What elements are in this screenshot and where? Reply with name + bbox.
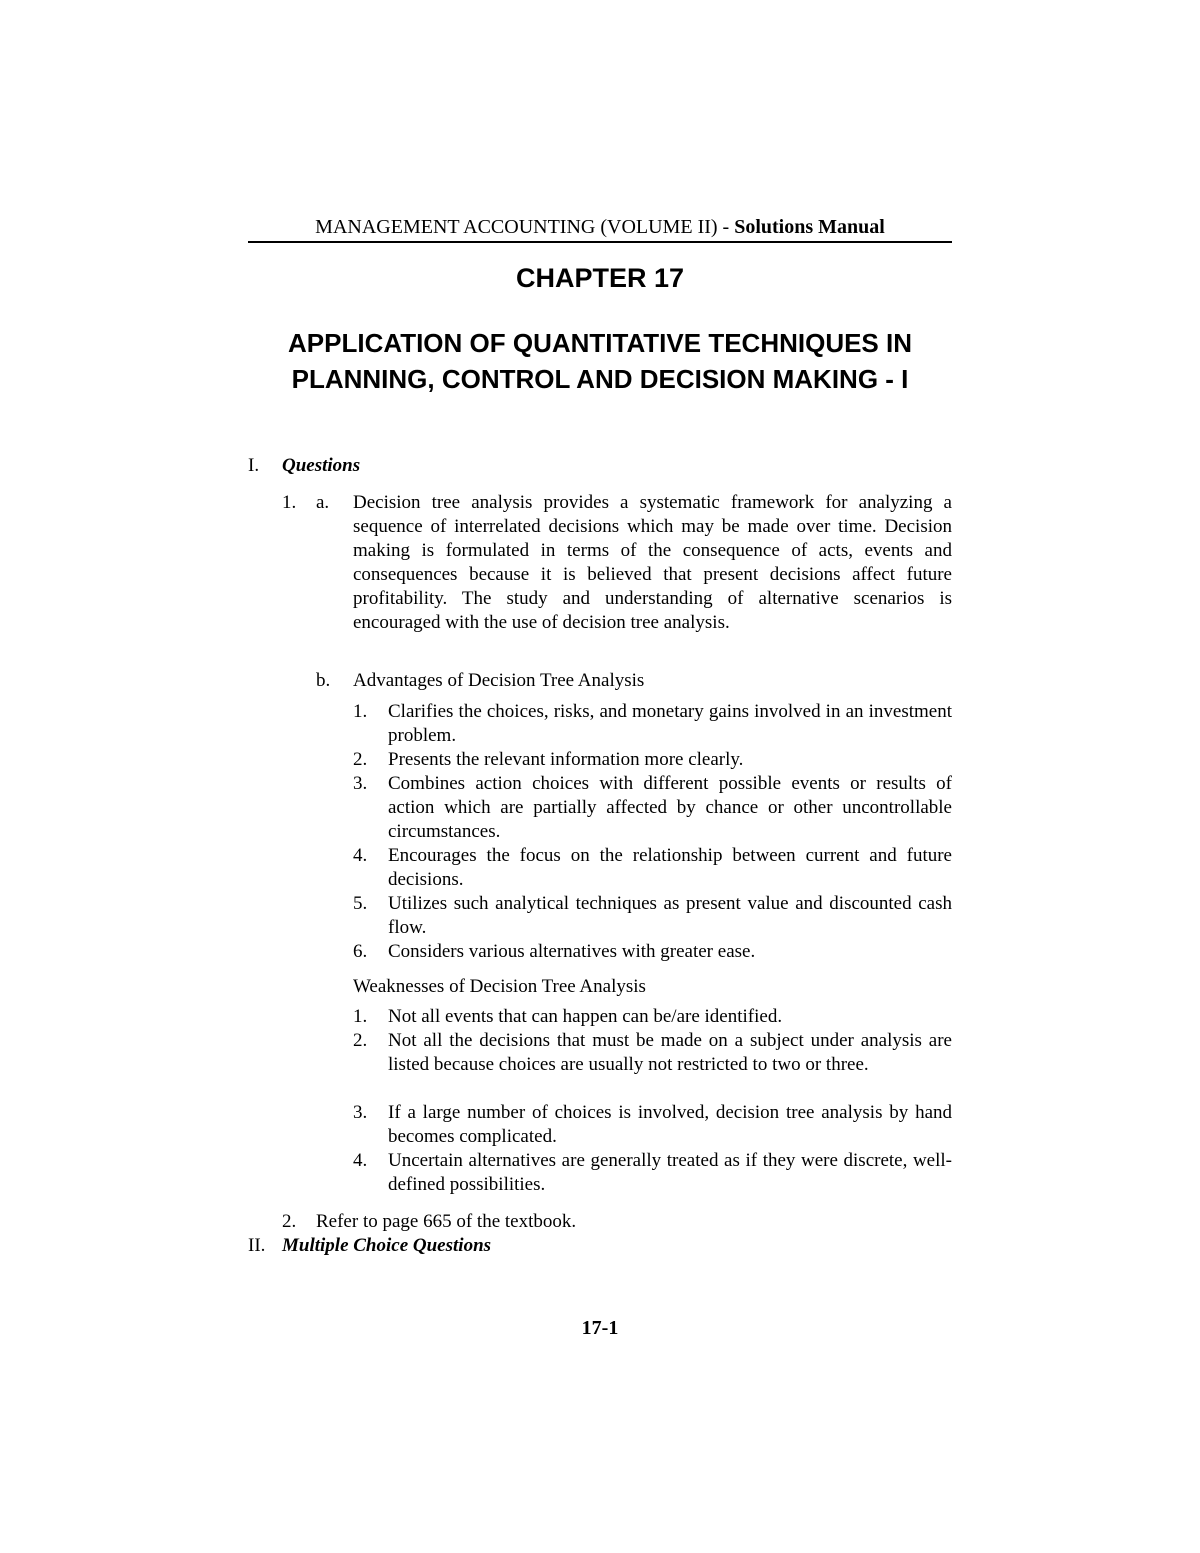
question-number: 2. [282, 1211, 297, 1232]
advantage-item: Presents the relevant information more clearly. [388, 749, 744, 770]
section-heading-multiple-choice [248, 1234, 952, 1258]
advantage-number: 1. [353, 701, 368, 722]
advantage-item: Utilizes such analytical techniques as present value and discounted cash flow. [388, 893, 952, 938]
question-number: 1. [282, 492, 297, 513]
advantage-item: Clarifies the choices, risks, and monetary gains involved in an investment problem. [388, 701, 952, 746]
question-2-answer: Refer to page 665 of the textbook. [316, 1211, 577, 1232]
header-title-suffix: Solutions Manual [734, 216, 885, 238]
advantage-item: Encourages the focus on the relationship between current and future decisions. [388, 845, 952, 890]
chapter-title [248, 325, 952, 397]
header-rule [248, 241, 952, 243]
section-heading-questions [248, 454, 952, 478]
advantage-item: Considers various alternatives with greater ease. [388, 941, 756, 962]
weakness-item: If a large number of choices is involved, decision tree analysis by hand becomes complicated. [388, 1102, 952, 1147]
advantage-number: 2. [353, 749, 368, 770]
advantage-number: 4. [353, 845, 368, 866]
advantage-number: 6. [353, 941, 368, 962]
weakness-item: Uncertain alternatives are generally treated as if they were discrete, well-defined possibilities. [388, 1150, 952, 1195]
chapter-number: CHAPTER 17 [515, 263, 685, 293]
weakness-item: Not all events that can happen can be/are identified. [388, 1006, 783, 1027]
page-number: 17-1 [581, 1317, 619, 1339]
running-header [248, 214, 952, 240]
weakness-number: 4. [353, 1150, 368, 1171]
chapter-title-line-1: APPLICATION OF QUANTITATIVE TECHNIQUES IN [288, 328, 912, 358]
chapter-title-line-2: PLANNING, CONTROL AND DECISION MAKING - I [291, 364, 909, 394]
section-title: Multiple Choice Questions [282, 1235, 492, 1256]
item-marker-a: a. [316, 492, 330, 513]
weakness-number: 3. [353, 1102, 368, 1123]
advantage-number: 3. [353, 773, 368, 794]
weaknesses-heading: Weaknesses of Decision Tree Analysis [353, 976, 646, 997]
weakness-number: 2. [353, 1030, 368, 1051]
section-title: Questions [282, 455, 361, 476]
advantages-heading: Advantages of Decision Tree Analysis [353, 670, 645, 691]
section-numeral: I. [248, 455, 260, 476]
weakness-item: Not all the decisions that must be made on a subject under analysis are listed because choices are usually not restricted to two or three. [388, 1030, 952, 1075]
answer-a-paragraph: Decision tree analysis provides a systematic framework for analyzing a sequence of interrelated decisions which may be made over time. Decision making is formulated in terms of the consequence of acts, events and consequences because it is believed that present decisions affect future profitability. The study and understanding of alternative scenarios is encouraged with the use of decision tree analysis. [353, 492, 952, 633]
advantage-item: Combines action choices with different possible events or results of action which are partially affected by chance or other uncontrollable circumstances. [388, 773, 952, 842]
advantage-number: 5. [353, 893, 368, 914]
item-marker-b: b. [316, 670, 331, 691]
section-numeral: II. [248, 1235, 266, 1256]
header-title-prefix: MANAGEMENT ACCOUNTING (VOLUME II) - [315, 216, 735, 238]
weakness-number: 1. [353, 1006, 368, 1027]
